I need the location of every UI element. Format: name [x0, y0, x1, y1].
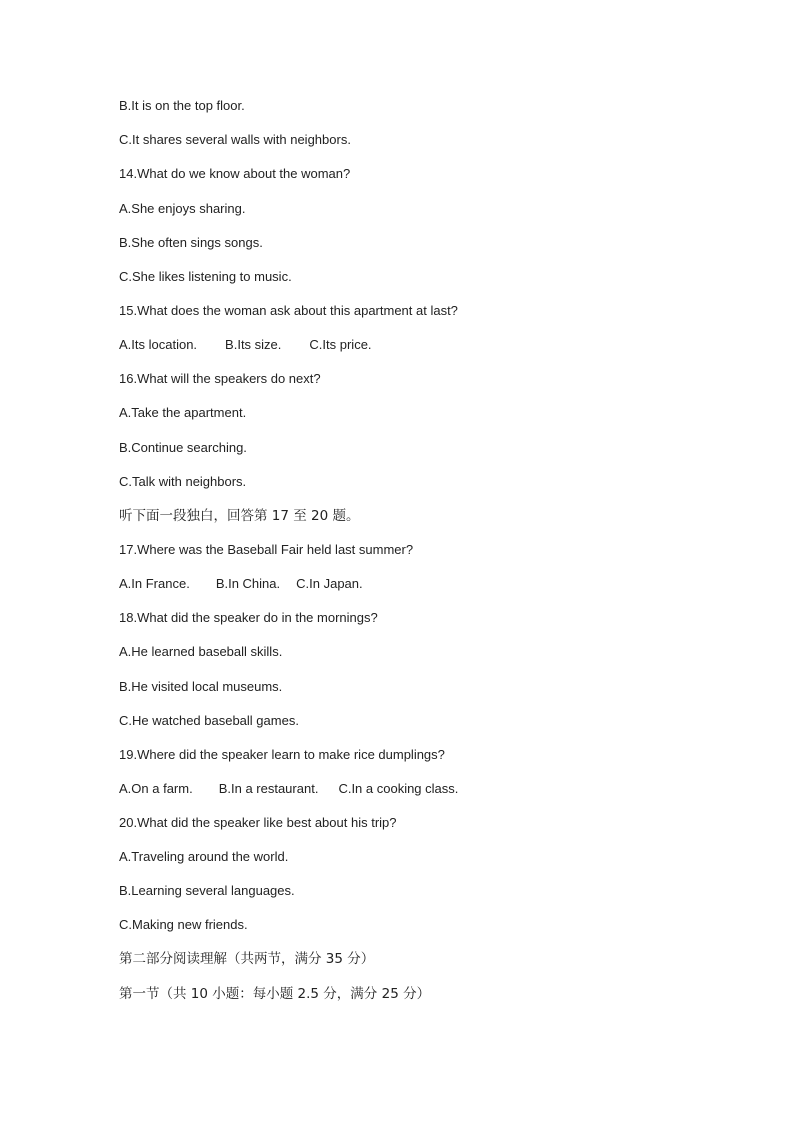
q16-question: 16.What will the speakers do next? — [119, 371, 321, 386]
q19-option-c: C.In a cooking class. — [338, 781, 459, 796]
q18-question: 18.What did the speaker do in the mornings? — [119, 610, 378, 625]
q15-option-a: A.Its location. — [119, 337, 198, 352]
section-one-heading: 第一节（共 10 小题：每小题 2.5 分，满分 25 分） — [119, 986, 431, 1002]
q19-option-a: A.On a farm. — [119, 781, 193, 796]
part-two-heading: 第二部分阅读理解（共两节，满分 35 分） — [119, 951, 375, 967]
q17-options — [119, 576, 363, 592]
q20-option-c: C.Making new friends. — [119, 917, 248, 932]
q18-option-a: A.He learned baseball skills. — [119, 644, 283, 659]
q14-option-b: B.She often sings songs. — [119, 235, 263, 250]
q15-options — [119, 337, 372, 353]
q18-option-c: C.He watched baseball games. — [119, 713, 299, 728]
q19-option-b: B.In a restaurant. — [218, 781, 319, 796]
q13-option-c: C.It shares several walls with neighbors. — [119, 132, 351, 147]
q14-question: 14.What do we know about the woman? — [119, 166, 351, 181]
q15-option-c: C.Its price. — [309, 337, 372, 352]
q14-option-a: A.She enjoys sharing. — [119, 201, 246, 216]
q13-option-b: B.It is on the top floor. — [119, 98, 245, 113]
q20-option-b: B.Learning several languages. — [119, 883, 295, 898]
q20-question: 20.What did the speaker like best about his trip? — [119, 815, 397, 830]
q19-options — [119, 781, 458, 797]
q17-question: 17.Where was the Baseball Fair held last summer? — [119, 542, 414, 557]
q17-option-a: A.In France. — [119, 576, 190, 591]
q17-option-b: B.In China. — [215, 576, 281, 591]
q16-option-b: B.Continue searching. — [119, 440, 247, 455]
q19-question: 19.Where did the speaker learn to make rice dumplings? — [119, 747, 445, 762]
q15-question: 15.What does the woman ask about this apartment at last? — [119, 303, 458, 318]
q16-option-c: C.Talk with neighbors. — [119, 474, 247, 489]
q20-option-a: A.Traveling around the world. — [119, 849, 289, 864]
q17-option-c: C.In Japan. — [296, 576, 363, 591]
q18-option-b: B.He visited local museums. — [119, 679, 283, 694]
q16-option-a: A.Take the apartment. — [119, 405, 247, 420]
q14-option-c: C.She likes listening to music. — [119, 269, 292, 284]
q15-option-b: B.Its size. — [225, 337, 282, 352]
section-instruction: 听下面一段独白，回答第 17 至 20 题。 — [119, 508, 360, 524]
